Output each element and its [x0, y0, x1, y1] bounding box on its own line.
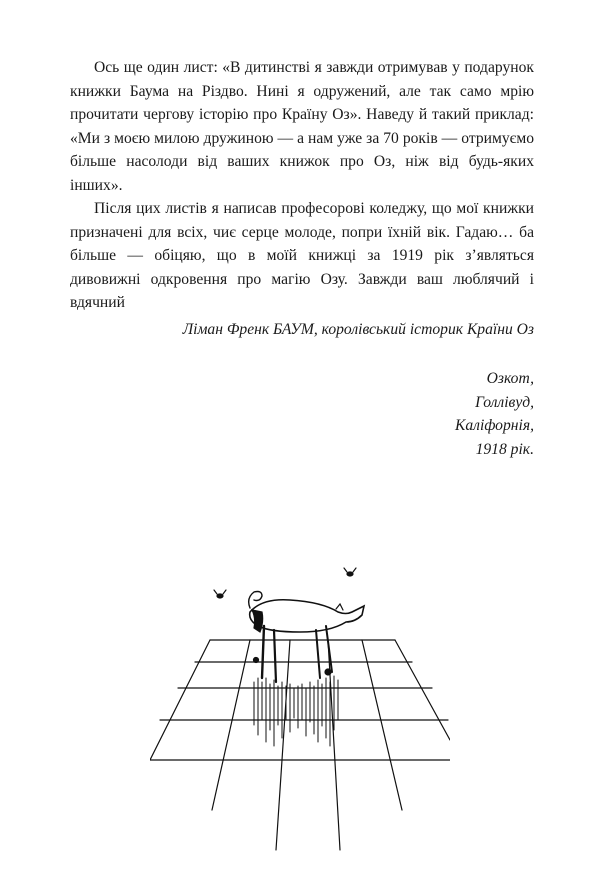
- pig-figure: [249, 592, 364, 683]
- shadow-hatching: [254, 676, 338, 746]
- pig-on-tiled-floor-illustration: [150, 560, 450, 860]
- place-line-year: 1918 рік.: [475, 440, 534, 458]
- paragraph-closing: Після цих листів я написав професорові коледжу, що мої книжки призначені для всіх, чиє серце молоде, попри їхній вік. Гадаю… ба більше — обіцяю, що в моїй книжці за 1919 рік з’являться дивовижні одкровення про магію Озу. Завжди ваш люблячий і вдячний: [70, 200, 534, 311]
- place-line-hollywood: Голлівуд,: [475, 393, 534, 411]
- floor-grid: [150, 640, 450, 850]
- paragraph-letter-quotes: Ось ще один лист: «В дитинстві я завжди отримував у подарунок книжки Баума на Різдво. Нині я одружений, але так само мрію прочитати чергову історію про Країну Оз». Наведу й такий приклад: «Ми з моєю милою дружиною — а нам уже за 70 років — отримуємо більше насолоди від ваших книжок про Оз, ніж від будь-яких інших».: [70, 59, 534, 194]
- place-and-date: [300, 367, 534, 461]
- place-line-california: Каліфорнія,: [455, 417, 534, 434]
- fly-icon: [214, 568, 356, 598]
- place-line-ozcot: Озкот,: [486, 370, 534, 387]
- author-signature: Ліман Френк БАУМ, королівський історик Країни Оз: [182, 321, 534, 338]
- body-text: [70, 56, 534, 315]
